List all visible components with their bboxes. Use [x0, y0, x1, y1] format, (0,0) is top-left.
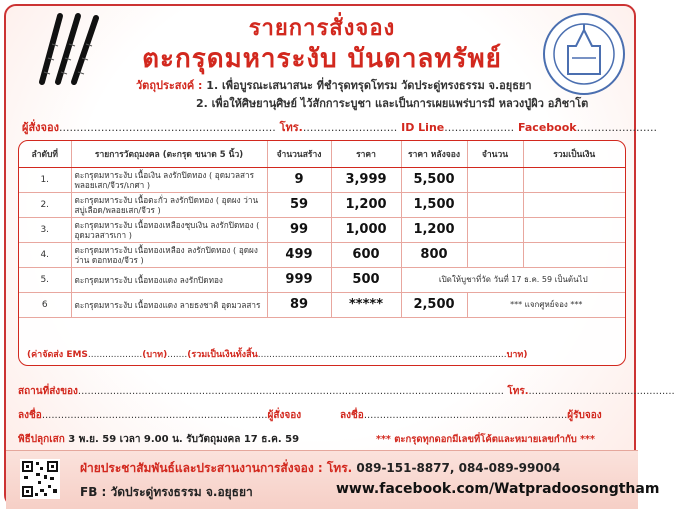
ceremony-info — [18, 432, 299, 447]
table-row: 3. ตะกรุดมหาระงับ เนื้อทองเหลืองชุบเงิน ลงรักปิดทอง ( อุดมวลสารเกา ) 99 1,000 1,200 — [19, 217, 625, 242]
orderer-signature-line[interactable]: ลงชื่อ.......................................................................ผู้สั่งจอง — [18, 410, 302, 421]
phone-numbers: 089-151-8877, 084-089-99004 — [356, 461, 561, 475]
shipping-label: (ค่าจัดส่ง EMS — [27, 350, 88, 360]
place-label: สถานที่ส่งของ — [18, 386, 78, 397]
address-tel-label: โทร. — [507, 386, 529, 397]
order-form — [4, 4, 675, 507]
col-amount: จำนวน — [467, 141, 523, 167]
ceremony-label: พิธีปลุกเสก — [18, 434, 65, 445]
table-header — [19, 141, 625, 167]
receiver-signature-line[interactable]: ลงชื่อ................................................................ผู้รับจอง — [340, 410, 602, 421]
ceremony-text: 3 พ.ย. 59 เวลา 9.00 น. รับวัตถุมงคล 17 ธ.ค. 59 — [68, 434, 300, 445]
purpose-2: 2. เพื่อให้ศิษยานุศิษย์ ไว้สักการะบูชา และเป็นการเผยแพร่บารมี หลวงปู่ผิว อภิชาโต — [196, 97, 589, 110]
qr-code-icon — [20, 459, 60, 499]
table-row: 2. ตะกรุดมหาระงับ เนื้อตะกั่ว ลงรักปิดทอง ( อุดผง ว่านสบู่เลือด/พลอยเสก/จีวร ) 59 1,200 1,500 — [19, 192, 625, 217]
table-row: 4. ตะกรุดมหาระงับ เนื้อทองเหลือง ลงรักปิดทอง ( อุดผงว่าน ดอกทอง/จีวร ) 499 600 800 — [19, 242, 625, 267]
purpose-line-1 — [136, 76, 532, 94]
orderer-tel-label: โทร. — [279, 121, 303, 134]
serial-note: *** ตะกรุดทุกดอกมีเลขที่โค้ตและหมายเลขกำกับ *** — [376, 434, 595, 445]
amount-cell[interactable] — [467, 167, 523, 192]
contact-label: ฝ่ายประชาสัมพันธ์และประสานงานการสั่งจอง : โทร. — [80, 461, 353, 475]
orderer-facebook-label: Facebook — [518, 121, 577, 134]
col-no: ลำดับที่ — [19, 141, 71, 167]
orderer-line-label: ID Line — [401, 121, 445, 134]
orderer-line: ผู้สั่งจอง.............................................................. โทร............................ ID Line.................... Facebook....................... — [22, 121, 658, 134]
purpose-1: 1. เพื่อบูรณะเสนาสนะ ที่ชำรุดทรุดโทรม วัดประดู่ทรงธรรม จ.อยุธยา — [206, 79, 532, 92]
total-cell[interactable] — [523, 192, 625, 217]
row-note: เปิดให้บูชาที่วัด วันที่ 17 ธ.ค. 59 เป็นต้นไป — [401, 267, 625, 292]
contact-phones — [80, 459, 560, 478]
col-total: รวมเป็นเงิน — [523, 141, 625, 167]
col-price: ราคา — [331, 141, 401, 167]
col-item: รายการวัตถุมงคล (ตะกรุด ขนาด 5 นิ้ว) — [71, 141, 267, 167]
facebook-url[interactable]: www.facebook.com/Watpradoosongtham — [336, 481, 660, 497]
total-label: (รวมเป็นเงินทั้งสิ้น — [187, 350, 258, 360]
table-row: 1. ตะกรุดมหาระงับ เนื้อเงิน ลงรักปิดทอง ( อุดมวลสาร พลอยเสก/จีวร/เกศา ) 9 3,999 5,500 — [19, 167, 625, 192]
table-row: 6 ตะกรุดมหาระงับ เนื้อทองแดง ลายธงชาติ อุดมวลสาร 89 ***** 2,500 *** แจกศูหย์จอง *** — [19, 292, 625, 317]
delivery-address-line[interactable]: สถานที่ส่งของ...................................................................................................................................... โทร............................................... — [18, 386, 675, 397]
amulet-name-title: ตะกรุดมหาระงับ บันดาลทรัพย์ — [142, 44, 502, 74]
form-title: รายการสั่งจอง — [248, 16, 396, 41]
purpose-label: วัตถุประสงค์ : — [136, 79, 203, 92]
order-table — [18, 140, 626, 366]
amount-cell[interactable] — [467, 192, 523, 217]
total-cell[interactable] — [523, 167, 625, 192]
row-note: *** แจกศูหย์จอง *** — [467, 292, 625, 317]
contact-footer — [6, 450, 660, 509]
amount-cell[interactable] — [467, 217, 523, 242]
table-row: 5. ตะกรุดมหาระงับ เนื้อทองแดง ลงรักปิดทอง 999 500 เปิดให้บูชาที่วัด วันที่ 17 ธ.ค. 59 เป็นต้นไป — [19, 267, 625, 292]
total-cell[interactable] — [523, 217, 625, 242]
total-unit: บาท) — [506, 350, 528, 360]
shipping-unit: (บาท) — [142, 350, 168, 360]
orderer-label: ผู้สั่งจอง — [22, 121, 59, 134]
facebook-page-name: FB : วัดประดู่ทรงธรรม จ.อยุธยา — [80, 485, 253, 499]
col-quantity-made: จำนวนสร้าง — [267, 141, 331, 167]
col-price-after: ราคา หลังจอง — [401, 141, 467, 167]
shipping-total-line: (ค่าจัดส่ง EMS...................(บาท).......(รวมเป็นเงินทั้งสิ้น.......................................................................................บาท) — [27, 350, 528, 360]
total-cell[interactable] — [523, 242, 625, 267]
amount-cell[interactable] — [467, 242, 523, 267]
